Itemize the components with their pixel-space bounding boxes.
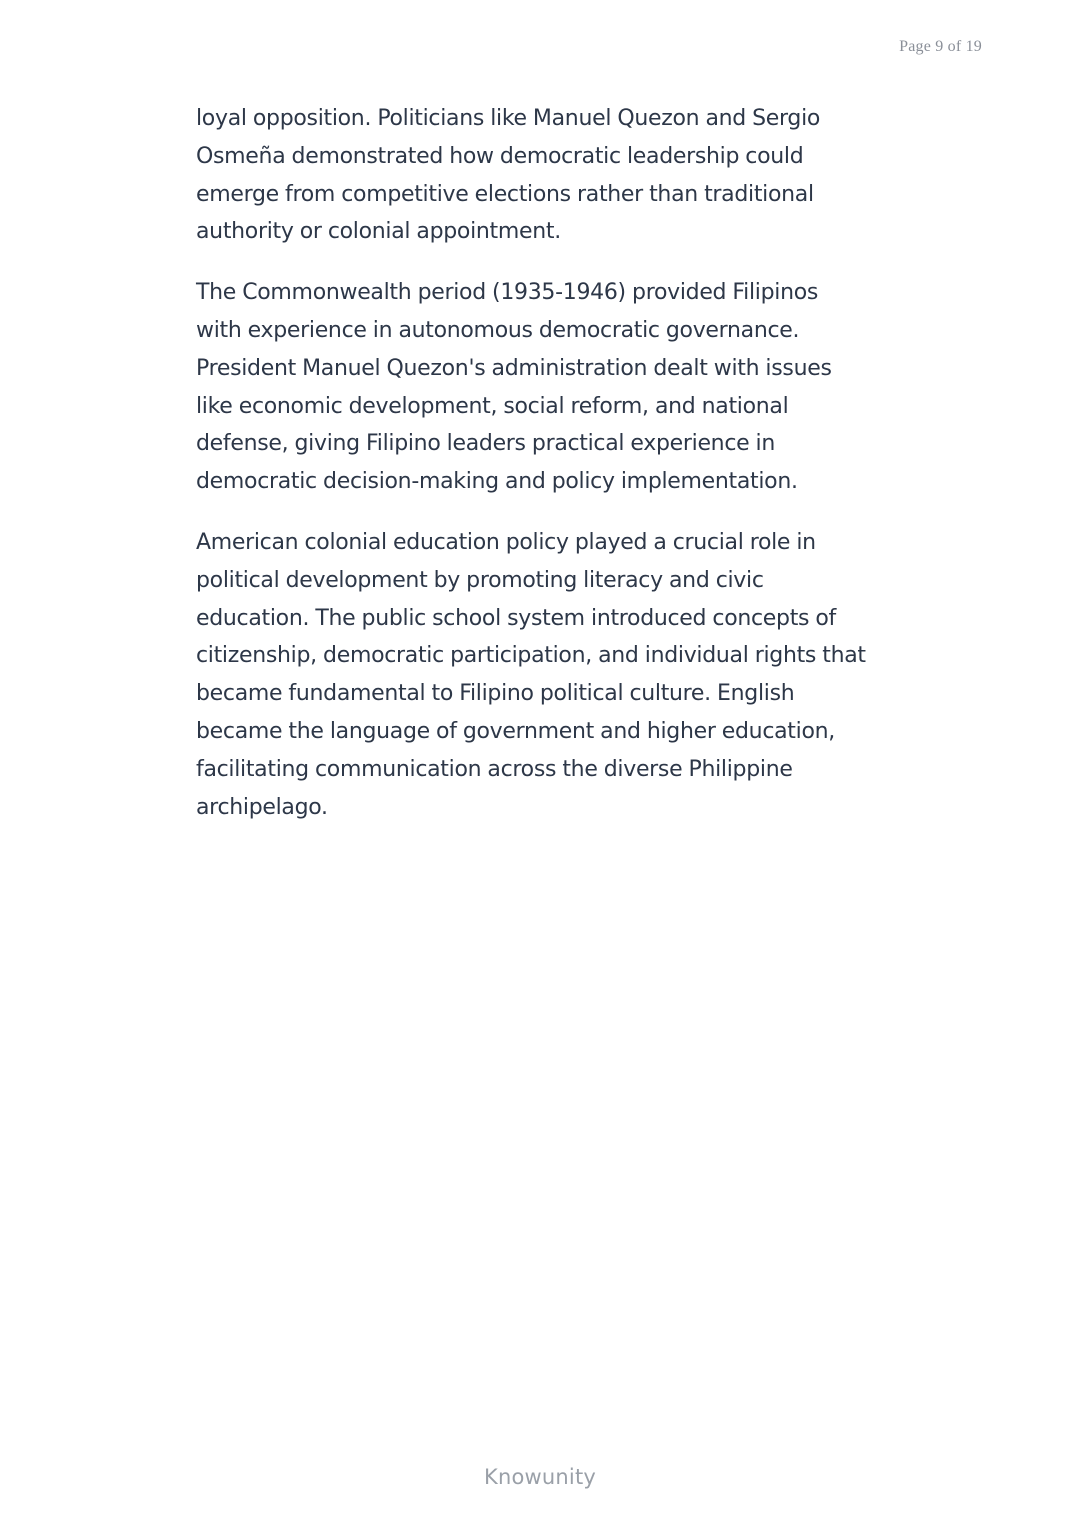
paragraph-education-policy (196, 524, 896, 826)
text-line: education. The public school system introduced concepts of (196, 605, 836, 631)
text-line: with experience in autonomous democratic governance. (196, 317, 800, 343)
text-line: emerge from competitive elections rather than traditional (196, 181, 814, 207)
text-line: defense, giving Filipino leaders practical experience in (196, 431, 776, 457)
footer-brand: Knowunity (483, 1465, 597, 1489)
document-body (196, 100, 896, 849)
text-line: loyal opposition. Politicians like Manuel Quezon and Sergio (196, 106, 821, 131)
text-line: authority or colonial appointment. (196, 219, 561, 245)
text-line: democratic decision-making and policy implementation. (196, 469, 798, 495)
text-line: Osmeña demonstrated how democratic leadership could (196, 143, 804, 169)
text-line: archipelago. (196, 794, 328, 820)
text-line: like economic development, social reform, and national (196, 393, 789, 419)
text-line: political development by promoting literacy and civic (196, 567, 764, 593)
text-line: American colonial education policy played a crucial role in (196, 529, 816, 555)
paragraph-loyal-opposition (196, 100, 896, 251)
text-line: citizenship, democratic participation, and individual rights that (196, 643, 866, 669)
text-line: became the language of government and higher education, (196, 718, 835, 744)
paragraph-commonwealth-period (196, 274, 896, 501)
text-line: President Manuel Quezon's administration dealt with issues (196, 355, 832, 381)
text-line: The Commonwealth period (1935-1946) provided Filipinos (196, 280, 819, 306)
text-line: became fundamental to Filipino political culture. English (196, 681, 795, 707)
text-line: facilitating communication across the diverse Philippine (196, 756, 793, 782)
page-number: Page 9 of 19 (899, 38, 982, 55)
